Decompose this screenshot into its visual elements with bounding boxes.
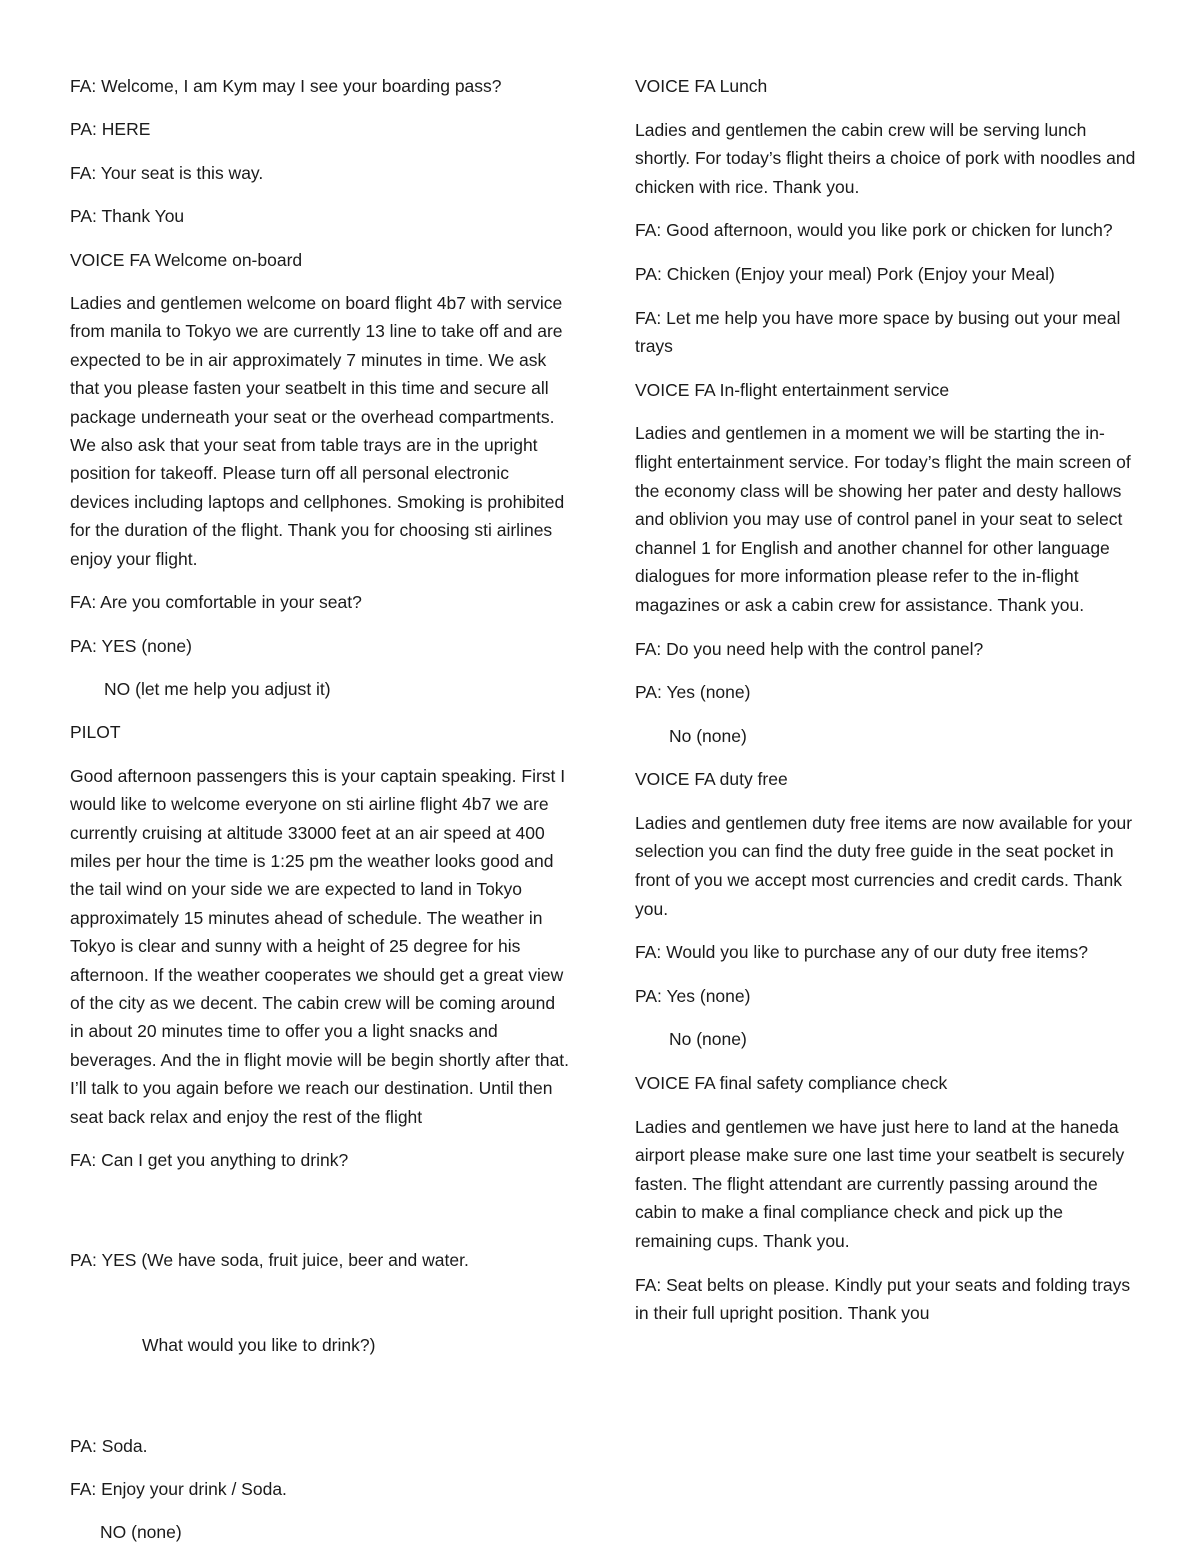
dialogue-line: FA: Would you like to purchase any of our duty free items? [635,942,1088,963]
dialogue-line: FA: Seat belts on please. Kindly put your seats and folding trays in their full upright position. Thank you [635,1274,1136,1324]
dialogue-line: FA: Your seat is this way. [70,162,264,183]
dialogue-line: FA: Enjoy your drink / Soda. [70,1479,287,1500]
dialogue-line: PA: Yes (none) [635,682,751,703]
announcement-paragraph: Good afternoon passengers this is your captain speaking. First I would like to welcome everyone on sti airline flight 4b7 we are currently cruising at altitude 33000 feet at an air speed at 400 miles per hour the time is 1:25 pm the weather looks good and the tail wind on your side we are expected to land in Tokyo approximately 15 minutes ahead of schedule. The weather in Tokyo is clear and sunny with a height of 25 degree for his afternoon. If the weather cooperates we should get a great view of the city as we decent. The cabin crew will be coming around in about 20 minutes time to offer you a light snacks and beverages. And the in flight movie will be begin shortly after that. I’ll talk to you again before we reach our destination. Until then seat back relax and enjoy the rest of the flight [70,765,574,1127]
announcement-paragraph: Ladies and gentlemen the cabin crew will be serving lunch shortly. For today’s flight theirs a choice of pork with noodles and chicken with rice. Thank you. [635,119,1141,197]
dialogue-line-indented: No (none) [669,1029,747,1050]
right-column [635,72,1140,1343]
dialogue-line: PA: HERE [70,119,151,140]
dialogue-line-continuation: What would you like to drink?) [142,1335,376,1356]
left-column [70,72,574,1562]
dialogue-line-multi [70,1189,570,1416]
section-heading: VOICE FA Welcome on-board [70,249,303,270]
announcement-paragraph: Ladies and gentlemen welcome on board flight 4b7 with service from manila to Tokyo we are currently 13 line to take off and are expected to be in air approximately 7 minutes in time. We ask that you please fasten your seatbelt in this time and secure all package underneath your seat or the overhead compartments. We also ask that your seat from table trays are in the upright position for takeoff. Please turn off all personal electronic devices including laptops and cellphones. Smoking is prohibited for the duration of the flight. Thank you for choosing sti airlines enjoy your flight. [70,293,570,569]
section-heading: VOICE FA In-flight entertainment service [635,379,950,400]
section-heading: VOICE FA Lunch [635,76,768,96]
dialogue-line: FA: Good afternoon, would you like pork or chicken for lunch? [635,220,1113,241]
dialogue-line: PA: Chicken (Enjoy your meal) Pork (Enjoy your Meal) [635,263,1055,284]
dialogue-line-indented: NO (let me help you adjust it) [104,678,331,699]
announcement-paragraph: Ladies and gentlemen we have just here to land at the haneda airport please make sure one last time your seatbelt is securely fasten. The flight attendant are currently passing around the cabin to make a final compliance check and pick up the remaining cups. Thank you. [635,1116,1130,1251]
dialogue-line: FA: Let me help you have more space by busing out your meal trays [635,307,1126,357]
announcement-paragraph: Ladies and gentlemen in a moment we will be starting the in-flight entertainment service. For today’s flight the main screen of the economy class will be showing her pater and desty hallows and oblivion you may use of control panel in your seat to select channel 1 for English and another channel for other language dialogues for more information please refer to the in-flight magazines or ask a cabin crew for assistance. Thank you. [635,423,1136,615]
dialogue-line: FA: Do you need help with the control panel? [635,638,984,659]
dialogue-line: PA: Yes (none) [635,985,751,1006]
dialogue-line: FA: Are you comfortable in your seat? [70,592,362,613]
dialogue-line-indented: No (none) [669,725,747,746]
dialogue-line: FA: Can I get you anything to drink? [70,1150,349,1170]
section-heading: VOICE FA duty free [635,769,788,790]
dialogue-line: PA: Thank You [70,206,185,227]
dialogue-line: PA: Soda. [70,1435,148,1456]
section-heading: PILOT [70,722,121,743]
section-heading: VOICE FA final safety compliance check [635,1073,948,1094]
announcement-paragraph: Ladies and gentlemen duty free items are now available for your selection you can find the duty free guide in the seat pocket in front of you we accept most currencies and credit cards. Thank you. [635,812,1137,919]
dialogue-line: FA: Welcome, I am Kym may I see your boarding pass? [70,76,502,96]
dialogue-line-indented: NO (none) [100,1522,182,1543]
dialogue-line-first: PA: YES (We have soda, fruit juice, beer and water. [70,1250,469,1271]
dialogue-line: PA: YES (none) [70,635,192,656]
